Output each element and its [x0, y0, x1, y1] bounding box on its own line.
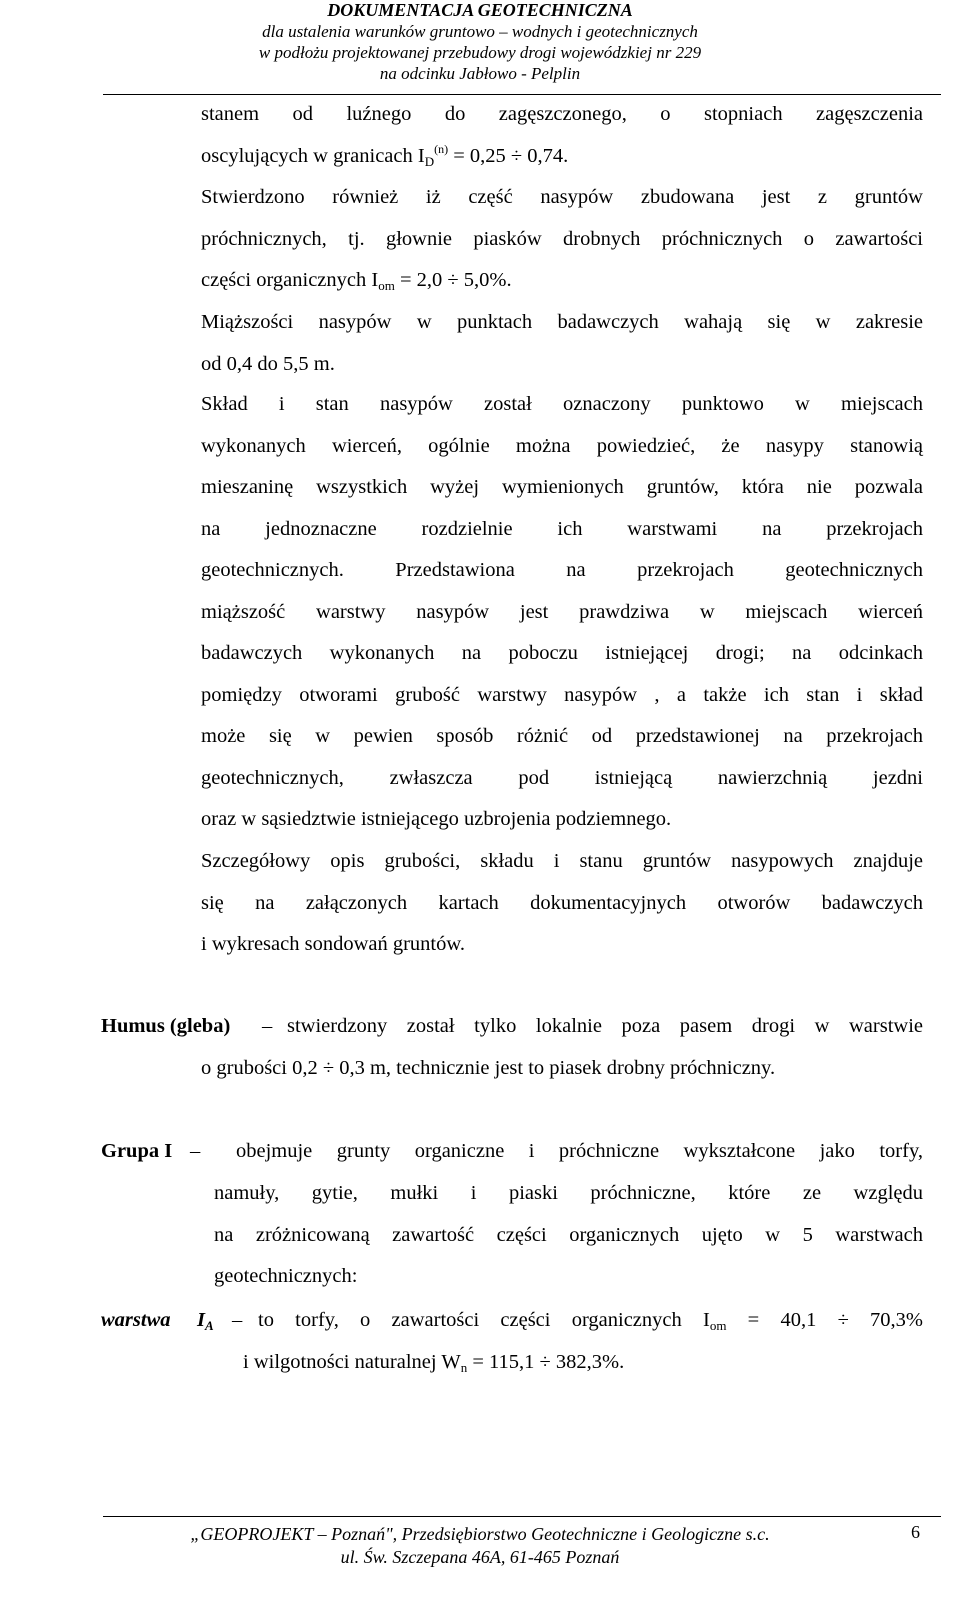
text-line: wykonanych wierceń, ogólnie można powiedzieć, że nasypy stanowią [201, 434, 923, 457]
text-line: się na załączonych kartach dokumentacyjnych otworów badawczych [201, 891, 923, 914]
humus-label: Humus (gleba) [101, 1015, 231, 1037]
page-number: 6 [911, 1522, 920, 1542]
text-line: mieszaninę wszystkich wyżej wymienionych gruntów, która nie pozwala [201, 476, 923, 498]
text-line: Szczegółowy opis grubości, składu i stanu gruntów nasypowych znajduje [201, 850, 923, 872]
text-line: pomiędzy otworami grubość warstwy nasypów , a także ich stan i skład [201, 683, 923, 706]
paragraph-detailed-description [201, 841, 923, 966]
text-line: badawczych wykonanych na poboczu istniejącej drogi; na odcinkach [201, 642, 923, 664]
header-title: DOKUMENTACJA GEOTECHNICZNA [327, 0, 633, 20]
header-line-3: w podłożu projektowanej przebudowy drogi wojewódzkiej nr 229 [258, 43, 702, 62]
humus-dash: – [262, 1015, 273, 1037]
footer-line-2: ul. Św. Szczepana 46A, 61-465 Poznań [340, 1547, 620, 1567]
text-line: i wilgotności naturalnej $W_n = 115,1 \div 382,3\%$. [243, 1351, 625, 1375]
warstwa-text-rest [243, 1342, 923, 1384]
text-line: na zróżnicowaną zawartość części organicznych ujęto w 5 warstwach [214, 1223, 923, 1246]
footer-line-1: „GEOPROJEKT – Poznań", Przedsiębiorstwo Geotechniczne i Geologiczne s.c. [190, 1524, 770, 1544]
warstwa-symbol: $I_A$ [197, 1309, 214, 1333]
footer-rule [103, 1516, 941, 1517]
grupa-label: Grupa I [101, 1140, 173, 1162]
text-line: oraz w sąsiedztwie istniejącego uzbrojenia podziemnego. [201, 808, 672, 830]
text-line: od 0,4 do 5,5 m. [201, 352, 335, 375]
text-line: próchnicznych, tj. głownie piasków drobnych próchnicznych o zawartości [201, 227, 923, 250]
text-line: stwierdzony został tylko lokalnie poza pasem drogi w warstwie [287, 1015, 923, 1037]
grupa-dash: – [190, 1140, 201, 1162]
warstwa-label: warstwa [101, 1309, 171, 1331]
paragraph-fill-composition [201, 384, 923, 841]
paragraph-fill-density [201, 94, 923, 177]
paragraph-fill-thickness [201, 302, 923, 385]
text-line: części organicznych $I_{om} = 2,0 \div 5,0\%$. [201, 269, 512, 293]
text-line: oscylujących w granicach $I_D^{(n)} = 0,25 \div 0,74$. [201, 141, 569, 169]
text-line: geotechnicznych. Przedstawiona na przekrojach geotechnicznych [201, 559, 923, 581]
grupa-text-rest [214, 1173, 923, 1298]
header-line-2: dla ustalenia warunków gruntowo – wodnych i geotechnicznych [262, 22, 698, 41]
text-line: geotechnicznych, zwłaszcza pod istniejącą nawierzchnią jezdni [201, 766, 923, 789]
header-line-4: na odcinku Jabłowo - Pelplin [379, 64, 581, 83]
page-header [0, 0, 960, 84]
text-line: miąższość warstwy nasypów jest prawdziwa w miejscach wierceń [201, 600, 923, 623]
warstwa-text-first [258, 1300, 923, 1342]
text-line: obejmuje grunty organiczne i próchniczne wykształcone jako torfy, [236, 1140, 923, 1162]
text-line: na jednoznaczne rozdzielnie ich warstwami na przekrojach [201, 517, 923, 540]
humus-text-rest [201, 1048, 923, 1090]
text-line: i wykresach sondowań gruntów. [201, 933, 465, 955]
text-line: Stwierdzono również iż część nasypów zbudowana jest z gruntów [201, 186, 923, 208]
warstwa-dash: – [232, 1309, 243, 1331]
text-line: stanem od luźnego do zagęszczonego, o stopniach zagęszczenia [201, 103, 923, 125]
text-line: to torfy, o zawartości części organicznych $I_{om} = 40,1 \div 70,3\%$ [258, 1309, 923, 1333]
text-line: geotechnicznych: [214, 1265, 358, 1287]
text-line: może się w pewien sposób różnić od przedstawionej na przekrojach [201, 725, 923, 747]
grupa-text-first [236, 1131, 923, 1173]
text-line: Skład i stan nasypów został oznaczony punktowo w miejscach [201, 393, 923, 415]
text-line: o grubości 0,2 ÷ 0,3 m, technicznie jest to piasek drobny próchniczny. [201, 1057, 776, 1079]
text-line: namuły, gytie, mułki i piaski próchniczne, które ze względu [214, 1182, 923, 1204]
text-line: Miąższości nasypów w punktach badawczych wahają się w zakresie [201, 311, 923, 333]
paragraph-humic-fill [201, 177, 923, 302]
humus-text-first [287, 1006, 923, 1048]
